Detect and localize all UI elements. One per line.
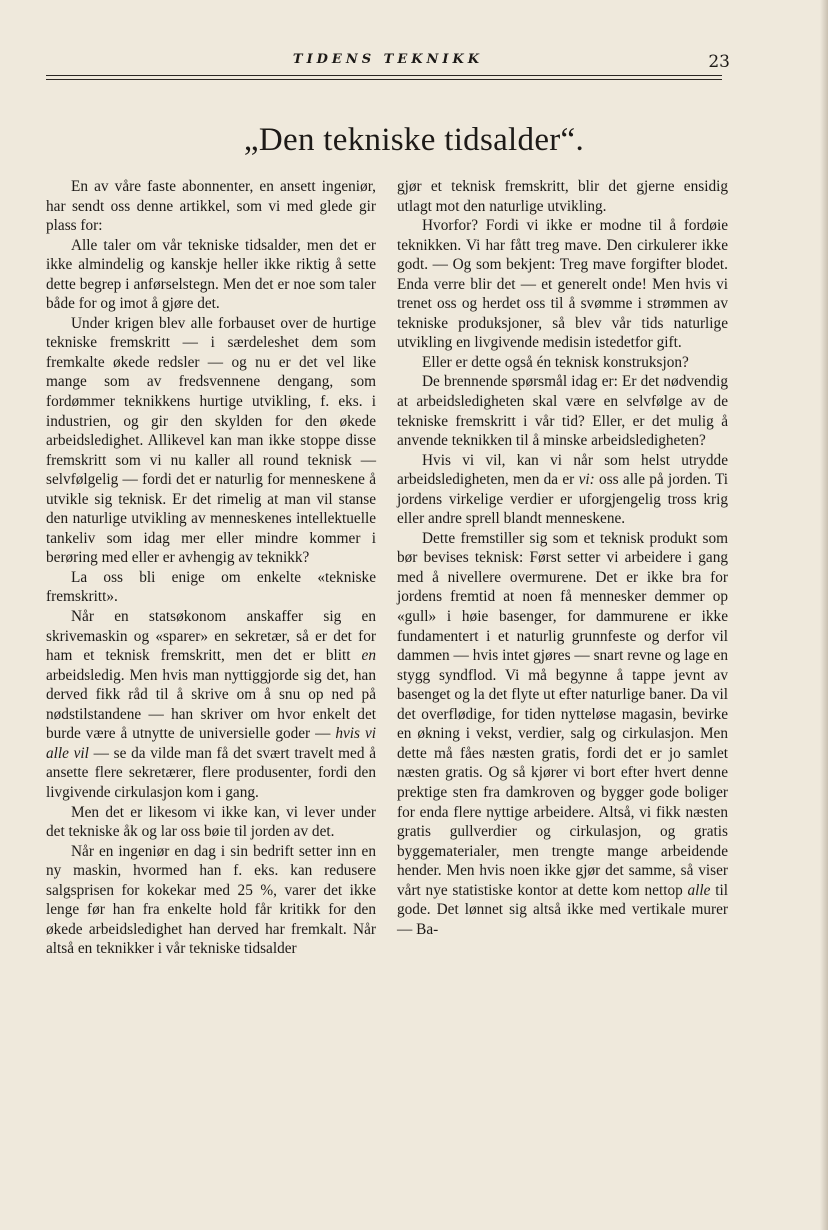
page-number: 23 xyxy=(708,52,730,72)
paragraph: Hvorfor? Fordi vi ikke er modne til å fordøie teknikken. Vi har fått treg mave. Den cirkulerer ikke godt. — Og som bekjent: Treg mave forgifter blodet. Enda verre blir det — et generelt onde! Men hvis vi trenet oss og herdet oss til å svømme i strømmen av tekniske produksjoner, så blev vår tids naturlige utvikling en livgivende medisin istedetfor gift. xyxy=(397,217,728,352)
text-run: Hvis vi vil, kan vi når som helst utrydde arbeidsledigheten, men da er xyxy=(397,451,728,489)
paragraph: Alle taler om vår tekniske tidsalder, men det er ikke almindelig og kanskje heller ikke riktig å sette dette begrep i anførselstegn. Men det er noe som taler både for og imot å gjøre det. xyxy=(46,236,376,313)
text-run: oss alle på jorden. Ti jordens virkelige verdier er uforgjengelig tross krig eller andre sprell blandt menneskene. xyxy=(397,471,729,528)
paragraph: Under krigen blev alle forbauset over de hurtige tekniske fremskritt — i særdeleshet dem som fremkalte økede redsler — og nu er det vel like mange som av fredsvennene dengang, som fordømmer teknikkens hurtige utvikling, f. eks. i industrien, og gir den skylden for den økede arbeidsledighet. Allikevel kan man ikke stoppe disse fremskritt som vi nu kaller all round teknisk — selvfølgelig — fordi det er naturlig for menneskene å utvikle sig teknisk. Er det rimelig at man vil stanse den naturlige utvikling av menneskenes intellektuelle tankeliv som idag mer eller mindre kommer i berøring med eller er avhengig av teknikk? xyxy=(46,314,376,567)
emphasis: alle xyxy=(687,881,711,899)
page-edge-shadow xyxy=(820,0,828,1230)
left-column xyxy=(46,177,376,959)
paragraph: De brennende spørsmål idag er: Er det nødvendig at arbeidsledigheten skal være en selvfølge av de tekniske fremskritt i vår tid? Eller, er det mulig å anvende teknikken til å minske arbeidsledigheten? xyxy=(397,373,728,450)
emphasis: vi: xyxy=(578,471,595,489)
text-run: til gode. Det lønnet sig altså ikke med vertikale murer — Ba- xyxy=(397,881,729,938)
paragraph xyxy=(397,451,728,529)
paragraph: gjør et teknisk fremskritt, blir det gjerne ensidig utlagt mot den naturlige utvikling. xyxy=(397,178,728,215)
text-run: Dette fremstiller sig som et teknisk produkt som bør bevises teknisk: Først setter vi arbeidere i gang med å nivellere overmurene. Det er ikke bra for jordens fremtid at noen få mennesker demmer op «gull» i høie basenger, for dammurene er ikke fundamentert i et naturlig grunnfeste og derfor vil dammen — hvis intet gjøres — snart revne og lage en stygg syndflod. Vi må begynne å tappe jevnt av basenget og la det flyte ut efter naturlige baner. Da vil det overflødige, for tiden nytteløse magasin, bevirke en økning i vekst, verdier, salg og cirkulasjon. Men dette må fåes næsten gratis, fordi det er jo samlet næsten gratis. Og så kjører vi bort efter hvert denne prektige sten fra damkroven og bygger gode boliger for enda flere nyttige arbeidere. Altså, vi fikk næsten gratis gullverdier og cirkulasjon, og gratis byggematerialer, men trengte mange arbeidende hender. Men hvis noen ikke gjør det samme, så viser vårt nye statistiske kontor at dette kom nettop xyxy=(397,529,728,899)
paragraph xyxy=(397,529,728,939)
text-run: — se da vilde man få det svært travelt med å ansette flere sekretærer, flere produsenter, fordi den livgivende cirkulasjon kom i gang. xyxy=(46,744,376,801)
header-rule-bottom xyxy=(46,79,722,80)
paragraph: En av våre faste abonnenter, en ansett ingeniør, har sendt oss denne artikkel, som vi med glede gir plass for: xyxy=(46,178,376,235)
paragraph xyxy=(46,607,376,802)
right-column xyxy=(397,177,728,939)
paragraph: Eller er dette også én teknisk konstruksjon? xyxy=(422,353,689,371)
text-run: arbeidsledig. Men hvis man nyttiggjorde sig det, han derved fikk råd til å skrive om å snu op ned på nødstilstandene — han skriver om hvor enkelt det burde være å utnytte de universielle goder — xyxy=(46,666,376,743)
header-rule-top xyxy=(46,75,722,76)
paragraph: Når en ingeniør en dag i sin bedrift setter inn en ny maskin, hvormed han f. eks. kan redusere salgsprisen for kokekar med 25 %, varer det ikke lenge før han fra enkelte hold får kritikk for den økede arbeidsledighet han derved har fremkalt. Når altså en teknikker i vår tekniske tidsalder xyxy=(46,842,376,958)
emphasis: hvis vi alle vil xyxy=(46,725,376,762)
text-run: Når en statsøkonom anskaffer sig en skrivemaskin og «sparer» en sekretær, så er det for ham et teknisk fremskritt, men det er blitt xyxy=(46,608,376,665)
article-title: „Den tekniske tidsalder“. xyxy=(243,122,585,158)
paragraph: Men det er likesom vi ikke kan, vi lever under det tekniske åk og lar oss bøie til jorden av det. xyxy=(46,803,376,841)
journal-title: TIDENS TEKNIKK xyxy=(292,52,484,67)
emphasis: en xyxy=(361,647,376,665)
paragraph: La oss bli enige om enkelte «tekniske fremskritt». xyxy=(46,568,376,606)
running-head xyxy=(46,50,730,74)
